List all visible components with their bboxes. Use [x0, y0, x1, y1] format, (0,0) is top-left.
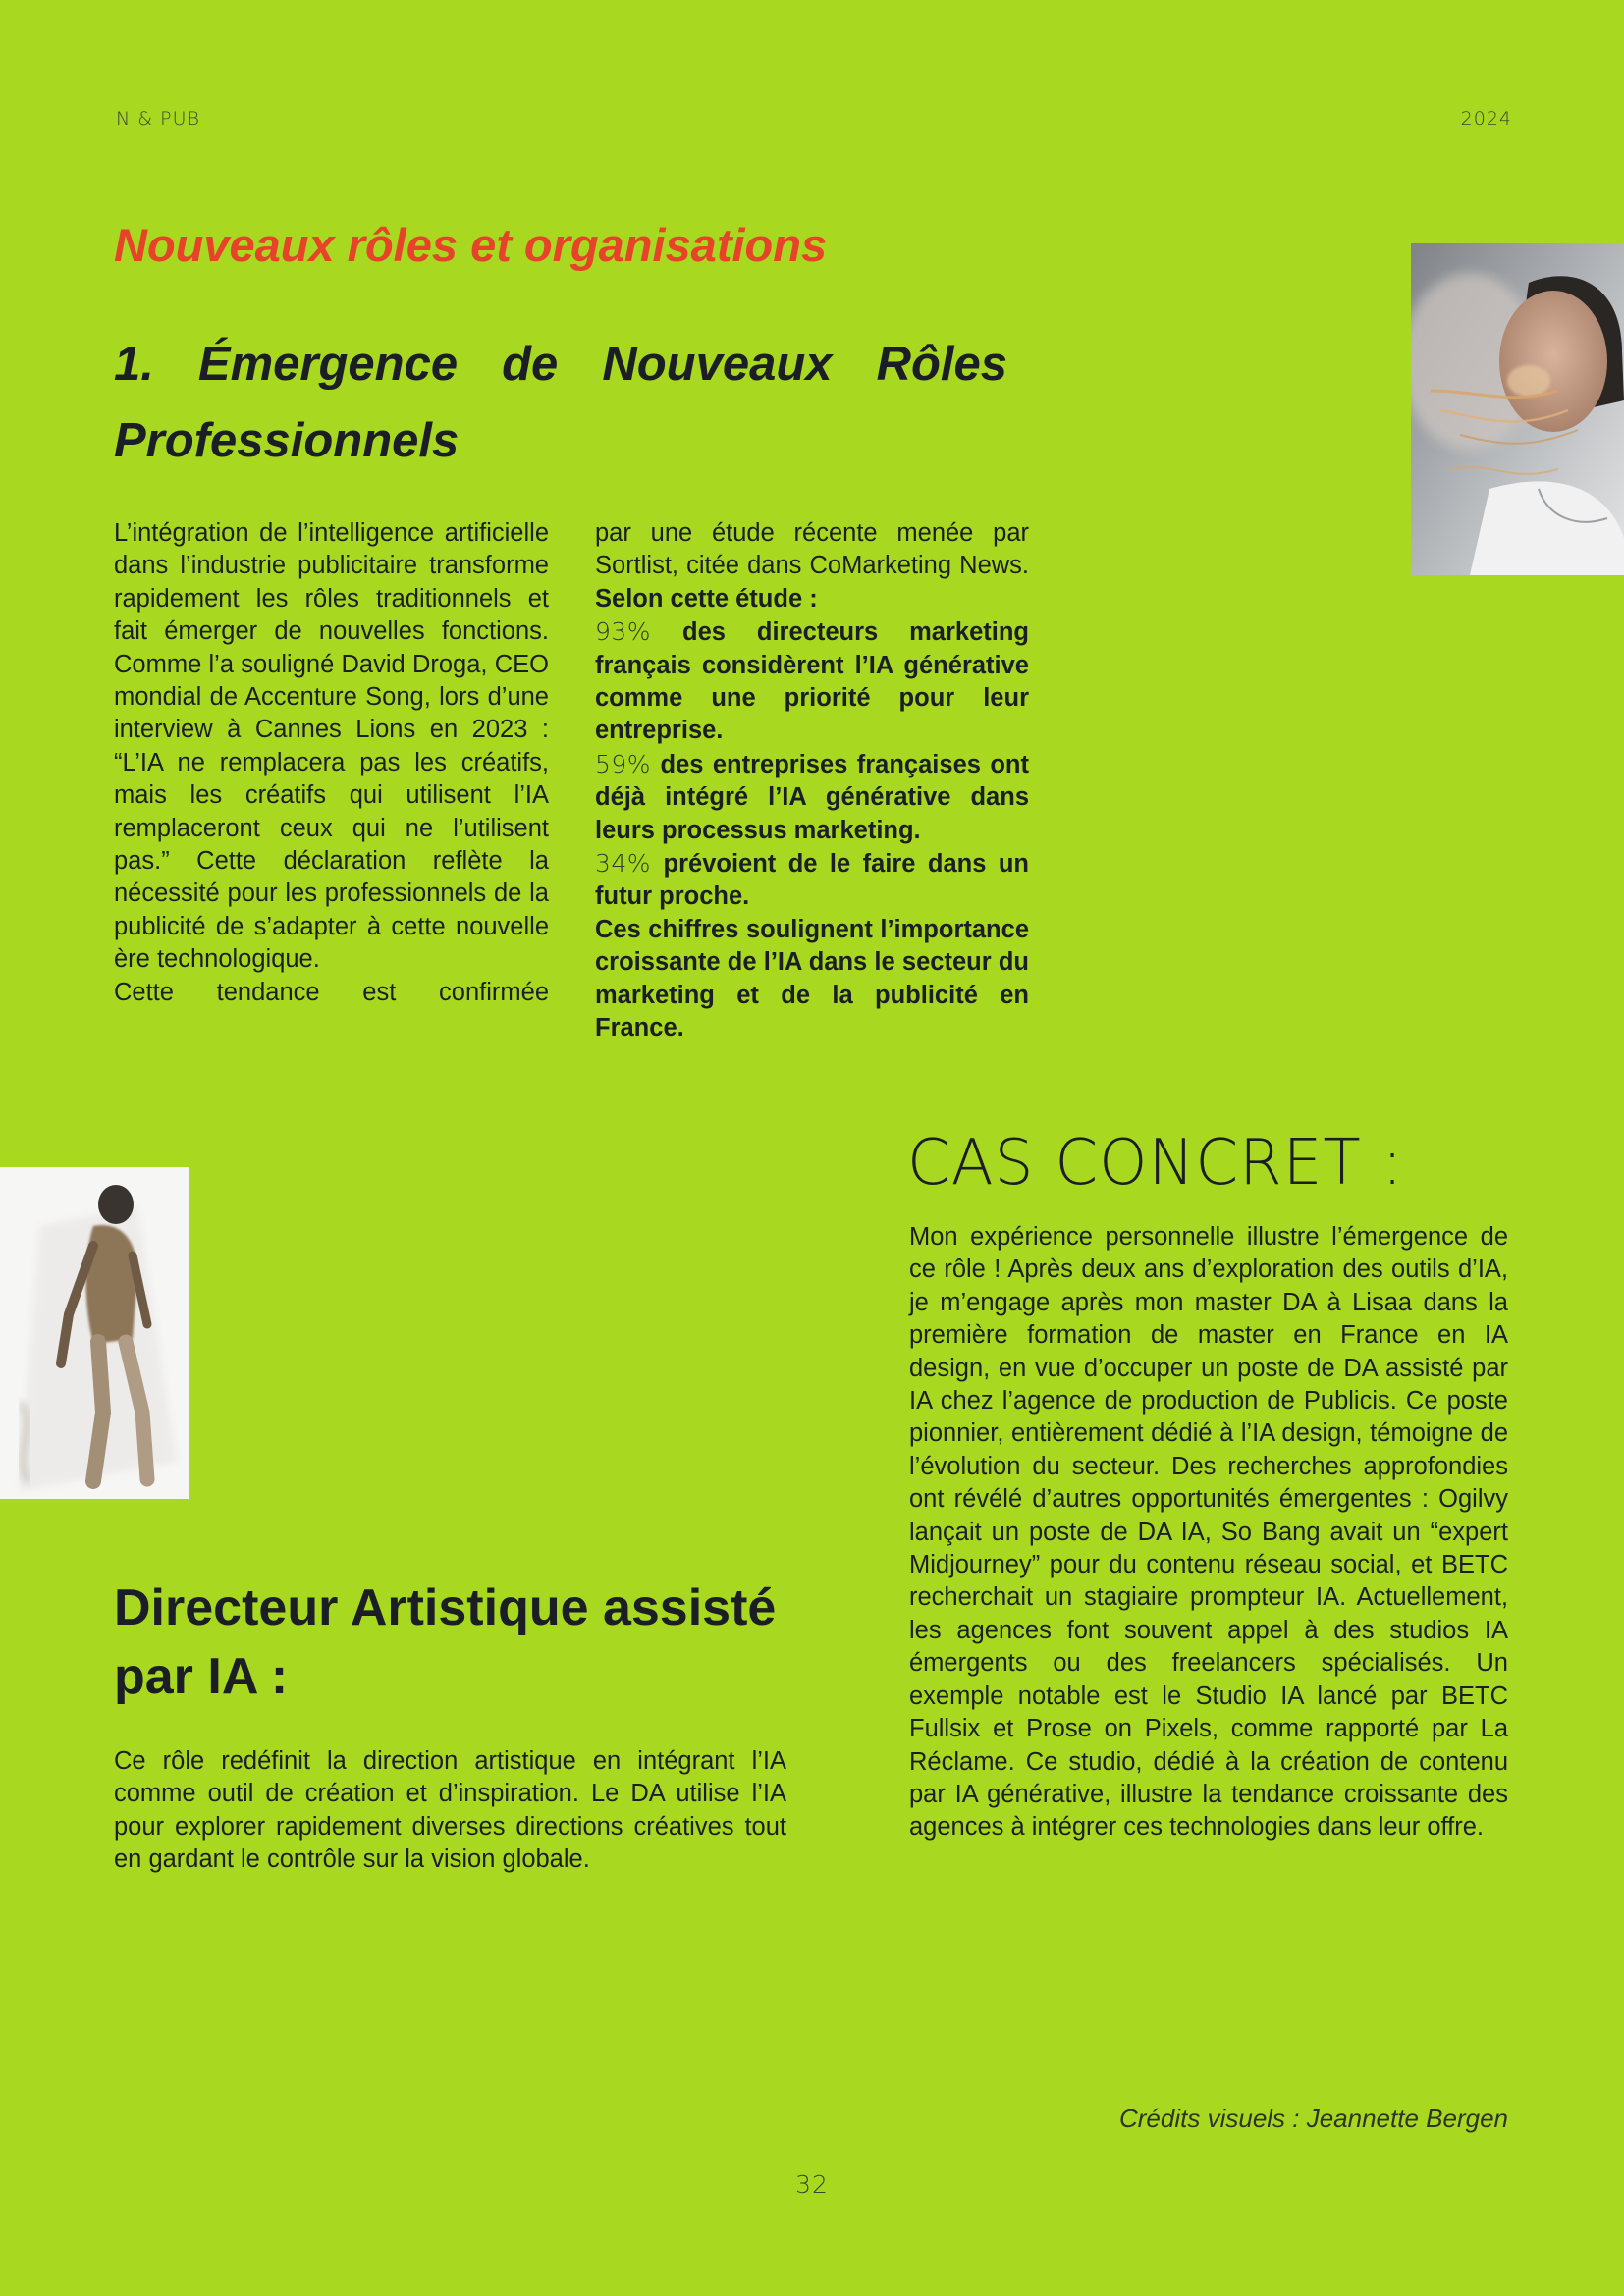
stat-text: des directeurs marketing français considèrent l’IA générative comme une priorité pour leur entreprise. — [595, 618, 1029, 745]
role-description: Ce rôle redéfinit la direction artistique en intégrant l’IA comme outil de création et d’inspiration. Le DA utilise l’IA pour explorer rapidement diverses directions créatives tout en gardant le contrôle sur la vision globale. — [114, 1747, 786, 1874]
conclusion-text: Ces chiffres soulignent l’importance croissante de l’IA dans le secteur du marketing et de la publicité en France. — [595, 915, 1029, 1042]
dancer-photo — [0, 1167, 189, 1499]
photo-credits: Crédits visuels : Jeannette Bergen — [1119, 2104, 1508, 2133]
stat-text: prévoient de le faire dans un futur proche. — [595, 850, 1029, 911]
intro-paragraph: L’intégration de l’intelligence artificielle dans l’industrie publicitaire transforme rapidement les rôles traditionnels et fait émerger de nouvelles fonctions. Comme l’a souligné David Droga, CEO mondial de Accenture Song, lors d’une interview à Cannes Lions en 2023 : “L’IA ne remplacera pas les créatifs, mais les créatifs qui utilisent l’IA remplaceront ceux qui ne l’utilisent pas.” Cette déclaration reflète la nécessité pour les professionnels de la publicité de s’adapter à cette nouvelle ère technologique. — [114, 519, 549, 974]
stat-value: 59% — [595, 749, 652, 778]
running-header-left: N & PUB — [116, 108, 200, 130]
stat-item — [595, 847, 1029, 914]
page-number: 32 — [795, 2170, 829, 2199]
study-conclusion — [595, 914, 1029, 1045]
stat-item — [595, 748, 1029, 847]
stat-text: des entreprises françaises ont déjà intégré l’IA générative dans leurs processus marketing. — [595, 750, 1029, 844]
right-text-column — [595, 517, 1029, 1045]
study-intro-text: par une étude récente menée par Sortlist, citée dans CoMarketing News. — [595, 519, 1029, 580]
dancer-image — [0, 1167, 189, 1499]
section-label: Nouveaux rôles et organisations — [114, 219, 828, 271]
case-study-body: Mon expérience personnelle illustre l’émergence de ce rôle ! Après deux ans d’exploration des outils d’IA, je m’engage après mon master DA à Lisaa dans la première formation de master en France en IA design, en vue d’occuper un poste de DA assisté par IA chez l’agence de production de Publicis. Ce poste pionnier, entièrement dédié à l’IA design, témoigne de l’évolution du secteur. Des recherches approfondies ont révélé d’autres opportunités émergentes : Ogilvy lançait un poste de DA IA, So Bang avait un “expert Midjourney” pour du contenu réseau social, et BETC recherchait un stagiaire prompteur IA. Actuellement, les agences font souvent appel à des studios IA émergents ou des freelancers spécialisés. Un exemple notable est le Studio IA lancé par BETC Fullsix et Prose on Pixels, comme rapporté par La Réclame. Ce studio, dédié à la création de contenu par IA générative, illustre la tendance croissante des agences à intégrer ces technologies dans leur offre. — [909, 1223, 1508, 1842]
stat-item — [595, 615, 1029, 748]
portrait-image — [1411, 243, 1624, 575]
study-intro-bold: Selon cette étude : — [595, 584, 818, 613]
continuation-line: Cette tendance est confirmée — [114, 978, 549, 1006]
portrait-photo — [1411, 243, 1624, 575]
stat-value: 34% — [595, 849, 652, 879]
stat-value: 93% — [595, 617, 652, 647]
case-study-title: CAS CONCRET : — [907, 1127, 1404, 1200]
running-header-year: 2024 — [1460, 108, 1512, 130]
left-text-column — [114, 517, 549, 1009]
main-heading: 1. Émergence de Nouveaux Rôles Professionnels — [114, 338, 1007, 467]
role-heading: Directeur Artistique assisté par IA : — [114, 1579, 777, 1705]
study-intro — [595, 517, 1029, 615]
